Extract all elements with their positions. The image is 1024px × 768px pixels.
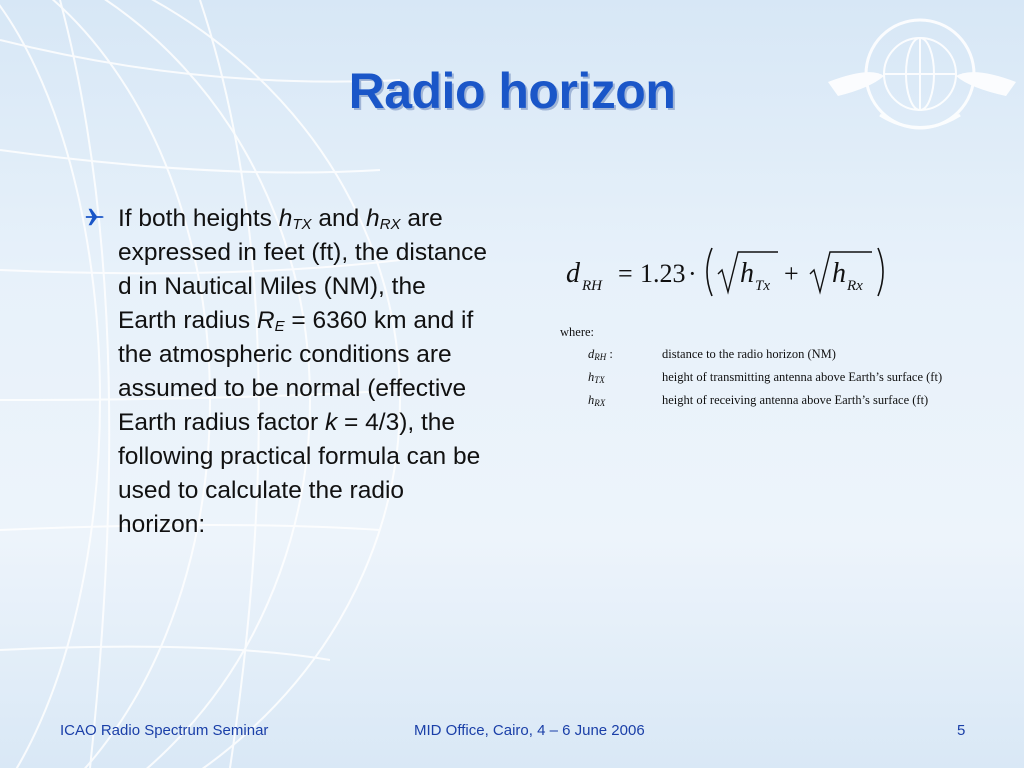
formula-legend <box>560 325 1000 416</box>
right-paren <box>878 248 883 296</box>
k-variable: k <box>324 409 338 436</box>
legend-symbol: h <box>588 393 595 407</box>
text-segment: = 4/3), the following practical formula can be used to calculate the radio horizon: <box>118 409 481 538</box>
text-segment: are expressed in feet (ft), the distance d in Nautical Miles (NM), the Earth radius <box>118 205 488 334</box>
legend-description: height of receiving antenna above Earth’s surface (ft) <box>662 393 929 407</box>
formula-dot: · <box>688 259 697 288</box>
h-variable: h <box>278 205 293 232</box>
formula-term1-sub: Tx <box>755 278 770 294</box>
slide-footer <box>0 722 1024 742</box>
legend-row <box>560 370 1000 393</box>
formula-lhs-var: d <box>566 258 580 289</box>
formula-term2-var: h <box>832 258 846 289</box>
legend-description: height of transmitting antenna above Earth’s surface (ft) <box>662 370 943 384</box>
legend-row <box>560 347 1000 370</box>
footer-seminar-name: ICAO Radio Spectrum Seminar <box>60 722 269 739</box>
radio-horizon-formula <box>556 238 896 302</box>
where-label: where: <box>560 325 595 339</box>
legend-subscript: RH <box>594 352 607 362</box>
legend-symbol: d <box>588 347 595 361</box>
airplane-icon <box>84 206 106 228</box>
formula-coefficient: 1.23 <box>640 259 686 288</box>
tx-subscript: TX <box>292 216 312 233</box>
legend-symbol: h <box>588 370 595 384</box>
formula-plus: + <box>784 259 799 288</box>
legend-colon: : <box>606 347 613 361</box>
footer-page-number: 5 <box>957 722 966 739</box>
r-variable: R <box>256 307 275 334</box>
left-paren <box>707 248 712 296</box>
legend-subscript: TX <box>594 375 605 385</box>
legend-subscript: RX <box>594 398 606 408</box>
legend-row <box>560 393 1000 416</box>
text-segment: and <box>311 205 367 232</box>
text-segment: = 6360 km and if the atmospheric conditions are assumed to be normal (effective Earth radius factor <box>118 307 474 436</box>
bullet-text <box>118 202 488 542</box>
rx-subscript: RX <box>379 216 401 233</box>
formula-equals: = <box>618 259 633 288</box>
formula-lhs-sub: RH <box>582 278 602 294</box>
formula-term1-var: h <box>740 258 754 289</box>
formula-term2-sub: Rx <box>847 278 863 294</box>
slide-title: Radio horizon <box>348 63 676 119</box>
legend-description: distance to the radio horizon (NM) <box>662 347 836 361</box>
text-segment: If both heights <box>118 205 279 232</box>
e-subscript: E <box>274 318 285 335</box>
footer-location-date: MID Office, Cairo, 4 – 6 June 2006 <box>414 722 645 739</box>
h-variable: h <box>366 205 380 232</box>
